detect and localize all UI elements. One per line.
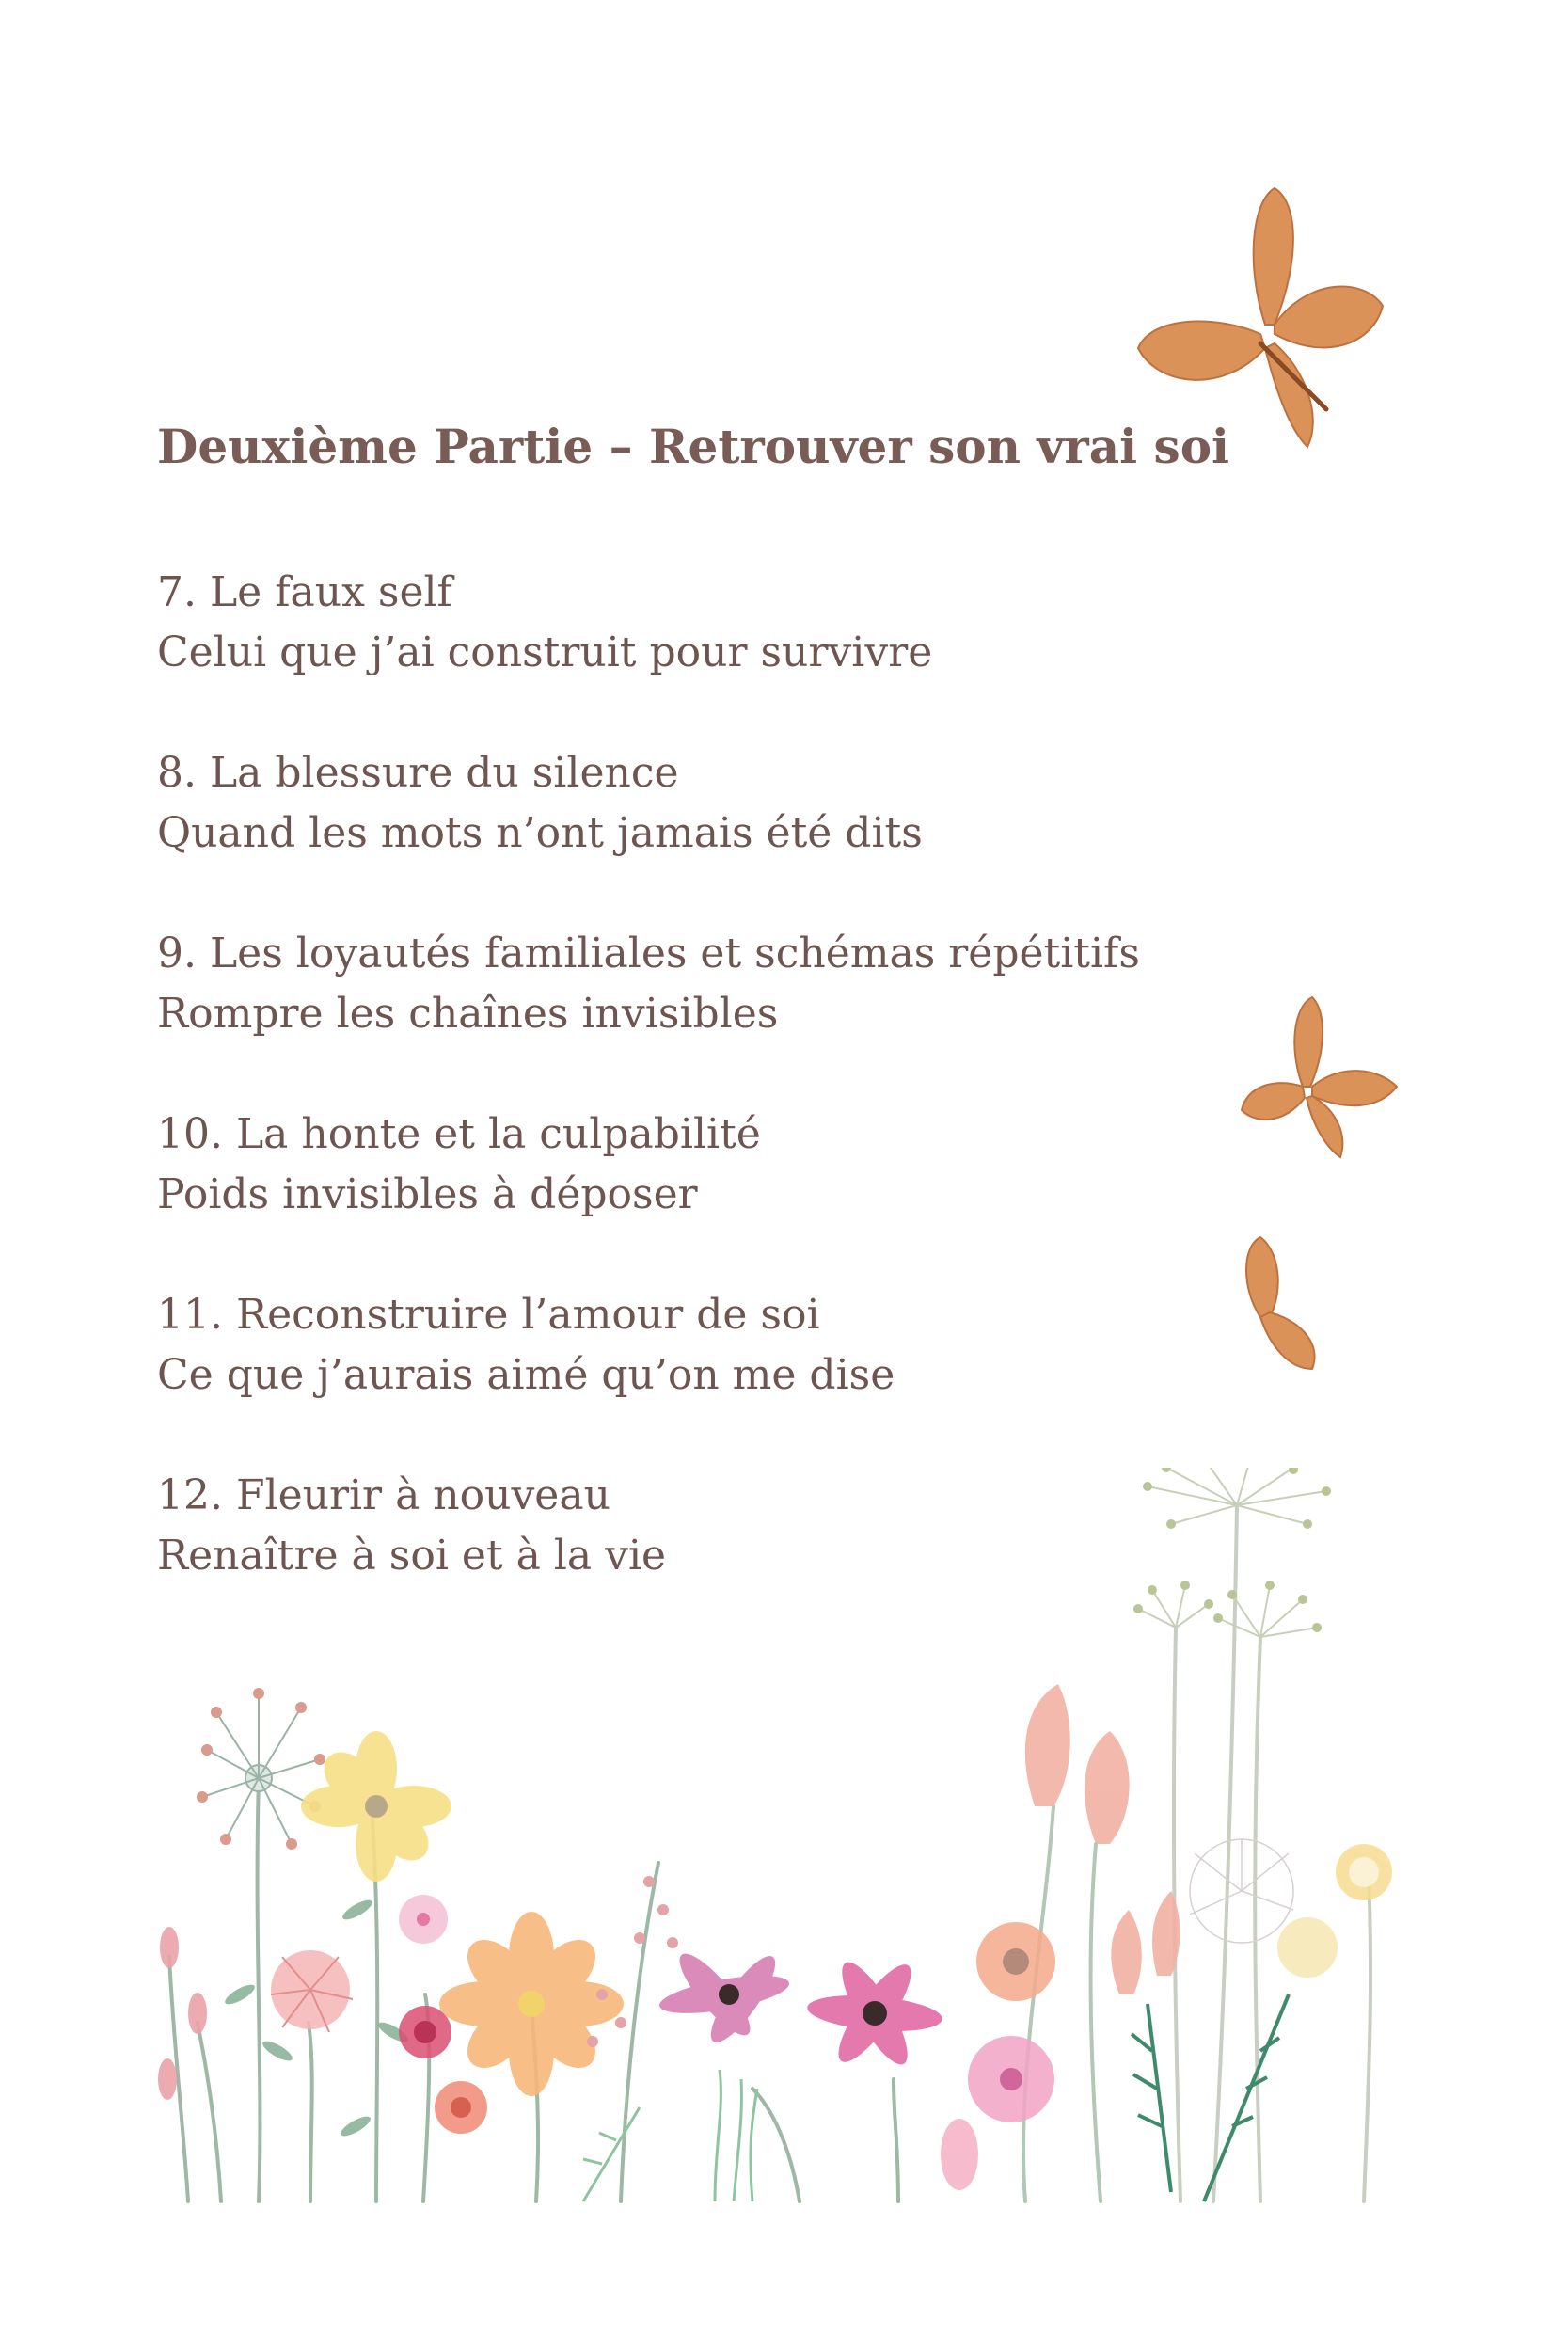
- wildflower-illustration: [150, 1468, 1411, 2211]
- list-item: [157, 1104, 761, 1225]
- chapter-subtitle: Quand les mots n’ont jamais été dits: [157, 809, 923, 857]
- chapter-title: 7. Le faux self: [157, 568, 452, 616]
- butterfly-icon: [1237, 993, 1402, 1162]
- chapter-subtitle: Celui que j’ai construit pour survivre: [157, 628, 933, 676]
- butterfly-icon: [1232, 1232, 1322, 1374]
- chapter-subtitle: Ce que j’aurais aimé qu’on me dise: [157, 1351, 895, 1399]
- list-item: [157, 924, 1140, 1044]
- chapter-subtitle: Rompre les chaînes invisibles: [157, 990, 779, 1038]
- section-heading: Deuxième Partie – Retrouver son vrai soi: [157, 419, 1230, 474]
- list-item: [157, 743, 923, 864]
- chapter-title: 11. Reconstruire l’amour de soi: [157, 1291, 820, 1339]
- chapter-title: 12. Fleurir à nouveau: [157, 1471, 610, 1519]
- list-item: [157, 563, 932, 683]
- list-item: [157, 1285, 895, 1406]
- chapter-subtitle: Renaître à soi et à la vie: [157, 1532, 667, 1580]
- butterfly-icon: [1133, 183, 1397, 452]
- chapter-title: 9. Les loyautés familiales et schémas répétitifs: [157, 930, 1140, 977]
- chapter-title: 8. La blessure du silence: [157, 749, 679, 797]
- chapter-title: 10. La honte et la culpabilité: [157, 1110, 761, 1158]
- chapter-subtitle: Poids invisibles à déposer: [157, 1170, 698, 1218]
